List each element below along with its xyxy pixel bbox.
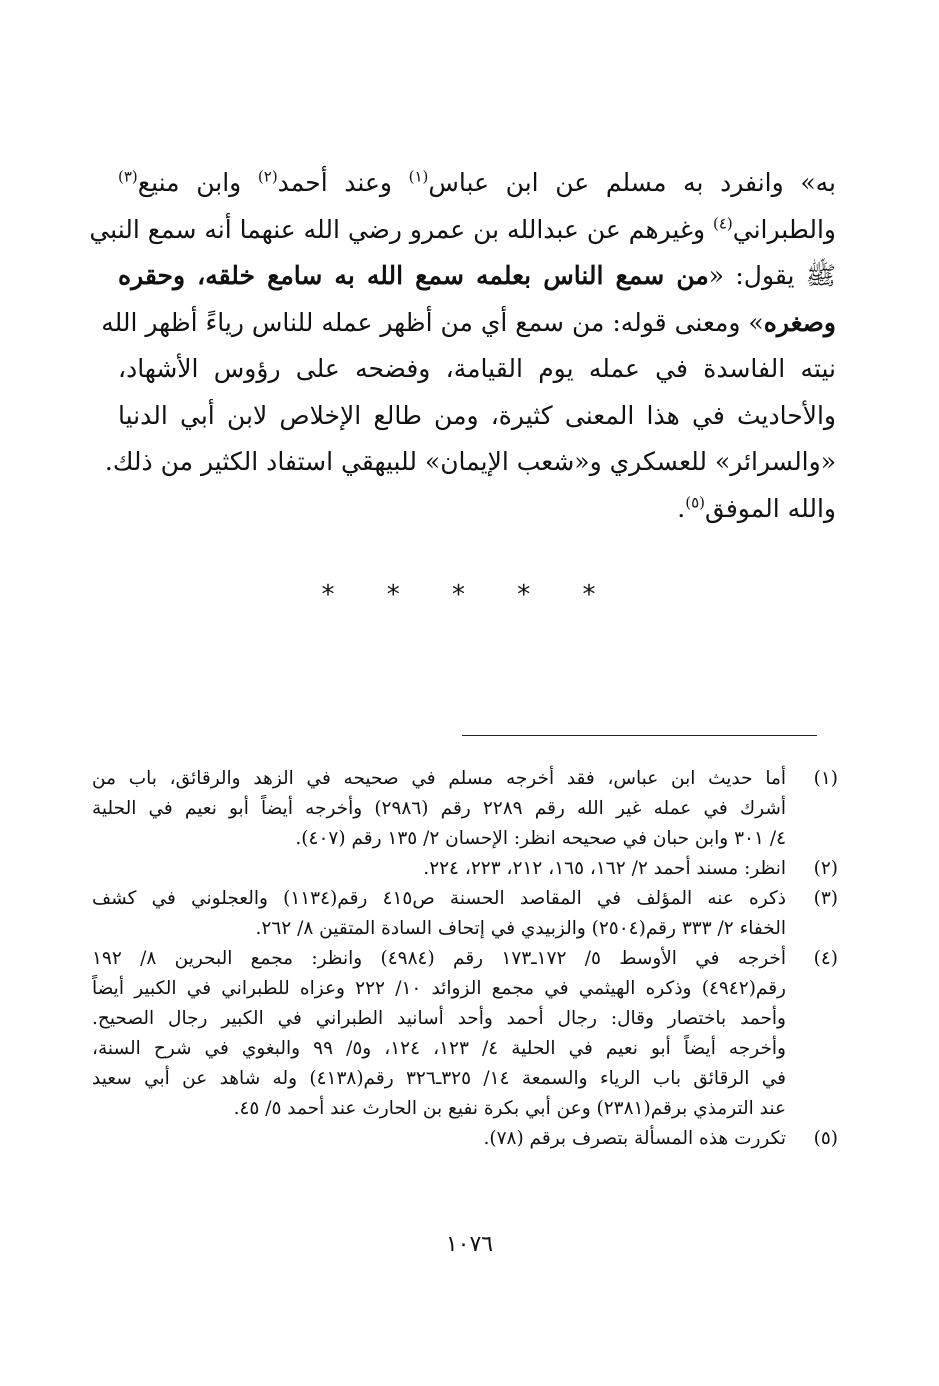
footnote-rule — [462, 735, 817, 736]
main-line-7: «والسرائر» للعسكري و«شعب الإيمان» للبيهقي استفاد الكثير من ذلك. — [104, 447, 836, 476]
main-line-2 — [89, 207, 836, 254]
footnote-line: ذكره عنه المؤلف في المقاصد الحسنة ص٤١٥ رقم(١١٣٤) والعجلوني في كشف — [92, 888, 786, 909]
main-line-6: والأحاديث في هذا المعنى كثيرة، ومن طالع الإخلاص لابن أبي الدنيا — [118, 400, 836, 430]
hadith-text: وصغره — [763, 307, 836, 337]
footnote-body — [92, 884, 786, 944]
footnote-number: (٢) — [813, 858, 838, 879]
footnote-line: انظر: مسند أحمد ٢/ ١٦٢، ١٦٥، ٢١٢، ٢٢٣، ٢٢٤. — [423, 858, 786, 879]
footnote-ref-4[interactable]: (٤) — [712, 214, 733, 233]
section-separator: * * * * * — [321, 580, 618, 610]
hadith-text: من سمع الناس بعلمه سمع الله به سامع خلقه، وحقره — [118, 261, 709, 290]
footnote-number: (٣) — [813, 888, 838, 909]
text-run: والله الموفق — [705, 493, 836, 523]
main-line-1 — [118, 160, 836, 207]
main-text — [89, 160, 837, 532]
footnote-line: تكررت هذه المسألة بتصرف برقم (٧٨). — [483, 1128, 786, 1149]
footnote-body — [92, 764, 786, 854]
footnote-body — [92, 944, 786, 1124]
main-line-4 — [101, 300, 836, 347]
main-line-8 — [118, 486, 836, 533]
footnote-body — [92, 854, 786, 884]
text-run: وابن منيع — [137, 168, 258, 197]
footnote-body — [92, 1124, 786, 1154]
text-run: » ومعنى قوله: من سمع أي من أظهر عمله للناس رياءً أظهر الله — [101, 307, 764, 337]
footnote-line: أخرجه في الأوسط ٥/ ١٧٢ـ١٧٣ رقم (٤٩٨٤) وانظر: مجمع البحرين ٨/ ١٩٢ — [92, 948, 786, 969]
footnote-ref-1[interactable]: (١) — [408, 167, 429, 186]
footnote-4 — [92, 944, 838, 1124]
footnote-line: أشرك في عمله غير الله رقم ٢٢٨٩ رقم (٢٩٨٦) وأخرجه أيضاً أبو نعيم في الحلية — [92, 798, 786, 819]
footnote-3 — [92, 884, 838, 944]
text-run: ﷺ يقول: « — [708, 261, 837, 290]
footnote-line: في الرقائق باب الرياء والسمعة ١٤/ ٣٢٥ـ٣٢٦ رقم(٤١٣٨) وله شاهد عن أبي سعيد — [92, 1068, 786, 1089]
text-run: والطبراني — [732, 214, 836, 244]
footnote-2 — [92, 854, 838, 884]
footnote-line: ٤/ ٣٠١ وابن حبان في صحيحه انظر: الإحسان ٢/ ١٣٥ رقم (٤٠٧). — [295, 828, 786, 849]
main-line-3 — [118, 253, 836, 300]
footnote-line: الخفاء ٢/ ٣٣٣ رقم(٢٥٠٤) والزبيدي في إتحاف السادة المتقين ٨/ ٢٦٢. — [255, 918, 786, 939]
page-number: ١٠٧٦ — [445, 1232, 494, 1257]
footnotes — [92, 764, 838, 1154]
text-run: وغيرهم عن عبدالله بن عمرو رضي الله عنهما أنه سمع النبي — [89, 214, 713, 244]
text-run: به» وانفرد به مسلم عن ابن عباس — [428, 168, 836, 197]
footnote-ref-5[interactable]: (٥) — [685, 493, 705, 512]
footnote-line: أما حديث ابن عباس، فقد أخرجه مسلم في صحيحه في الزهد والرقائق، باب من — [92, 768, 786, 789]
footnote-number: (١) — [813, 768, 838, 789]
text-run: . — [677, 493, 686, 523]
footnote-line: عند الترمذي برقم(٢٣٨١) وعن أبي بكرة نفيع بن الحارث عند أحمد ٥/ ٤٥. — [233, 1098, 786, 1119]
footnote-ref-2[interactable]: (٢) — [257, 167, 278, 186]
footnote-line: رقم(٤٩٤٢) وذكره الهيثمي في مجمع الزوائد ١٠/ ٢٢٢ وعزاه للطبراني في الكبير أيضاً — [92, 978, 786, 999]
footnote-1 — [92, 764, 838, 854]
main-line-5: نيته الفاسدة في عمله يوم القيامة، وفضحه على رؤوس الأشهاد، — [118, 354, 836, 383]
text-run: وعند أحمد — [277, 168, 409, 197]
footnote-line: وأخرجه أيضاً أبو نعيم في الحلية ٤/ ١٢٣، ١٢٤، و٥/ ٩٩ والبغوي في شرح السنة، — [92, 1038, 786, 1059]
footnote-ref-3[interactable]: (٣) — [118, 167, 138, 186]
footnote-5 — [92, 1124, 838, 1154]
footnote-line: وأحمد باختصار وقال: رجال أحمد وأحد أسانيد الطبراني في الكبير رجال الصحيح. — [92, 1008, 786, 1029]
footnote-number: (٥) — [813, 1128, 838, 1149]
footnote-number: (٤) — [813, 948, 838, 969]
